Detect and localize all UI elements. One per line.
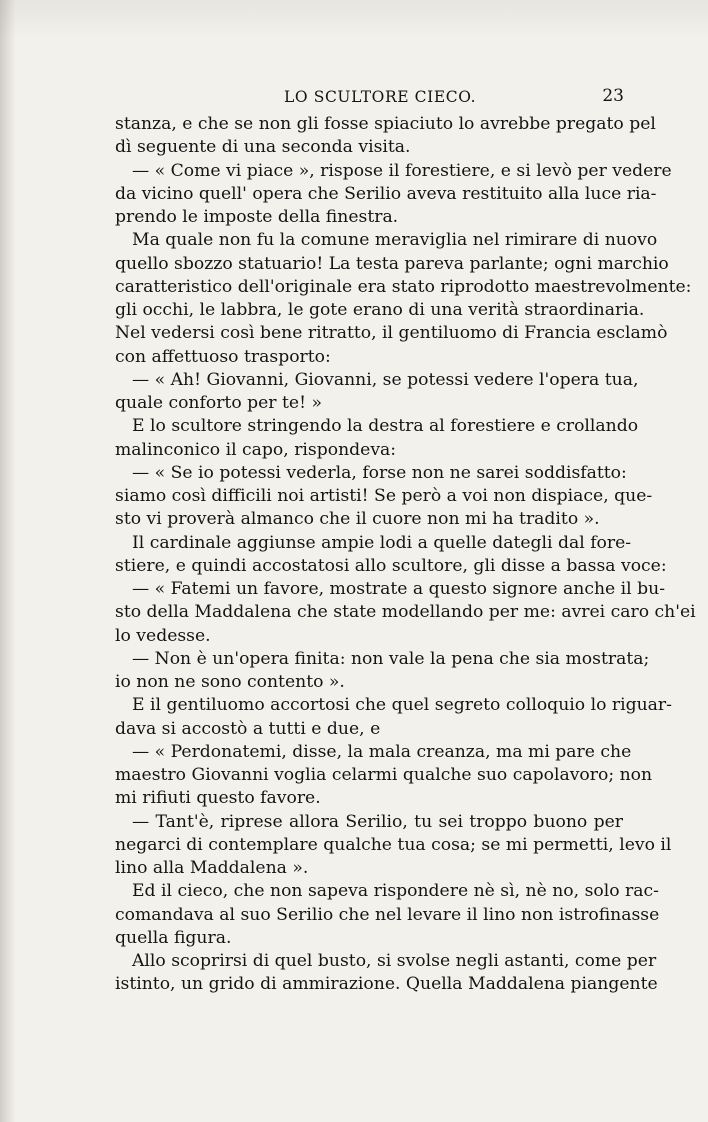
text-line: io non ne sono contento ».	[115, 672, 345, 692]
text-line: dava si accostò a tutti e due, e	[115, 718, 381, 739]
text-line: quale conforto per te! »	[115, 393, 322, 413]
text-line: quella figura.	[115, 927, 232, 948]
text-line: caratteristico dell'originale era stato riprodotto maestrevolmente:	[115, 276, 692, 297]
text-line: Allo scoprirsi di quel busto, si svolse negli astanti, come per	[132, 951, 657, 971]
text-line: — « Perdonatemi, disse, la mala creanza, ma mi pare che	[132, 741, 632, 762]
text-line: — Tant'è, riprese allora Serilio, tu sei troppo buono per	[132, 811, 623, 832]
text-line: E il gentiluomo accortosi che quel segreto colloquio lo riguar-	[132, 695, 672, 716]
text-line: lo vedesse.	[115, 625, 211, 646]
text-line: negarci di contemplare qualche tua cosa; se mi permetti, levo il	[115, 834, 672, 855]
text-line: Il cardinale aggiunse ampie lodi a quelle dategli dal fore-	[132, 532, 632, 553]
page-number: 23	[602, 86, 624, 106]
text-line: siamo così difficili noi artisti! Se però a voi non dispiace, que-	[115, 486, 653, 506]
text-line: con affettuoso trasporto:	[115, 346, 331, 367]
text-line: malinconico il capo, rispondeva:	[115, 439, 397, 460]
text-line: comandava al suo Serilio che nel levare il lino non istrofinasse	[115, 904, 660, 925]
body-text	[115, 113, 696, 997]
text-line: istinto, un grido di ammirazione. Quella Maddalena piangente	[115, 974, 658, 995]
text-line: — Non è un'opera finita: non vale la pena che sia mostrata;	[132, 648, 650, 669]
text-line: da vicino quell' opera che Serilio aveva restituito alla luce ria-	[115, 183, 657, 204]
text-line: — « Ah! Giovanni, Giovanni, se potessi vedere l'opera tua,	[132, 369, 639, 390]
text-line: mi rifiuti questo favore.	[115, 788, 321, 809]
text-line: — « Fatemi un favore, mostrate a questo signore anche il bu-	[132, 579, 665, 599]
text-line: Ma quale non fu la comune meraviglia nel rimirare di nuovo	[132, 230, 658, 251]
text-line: E lo scultore stringendo la destra al forestiere e crollando	[132, 416, 639, 437]
text-line: dì seguente di una seconda visita.	[115, 137, 411, 158]
text-line: sto della Maddalena che state modellando per me: avrei caro ch'ei	[115, 602, 696, 623]
text-line: stiere, e quindi accostatosi allo scultore, gli disse a bassa voce:	[115, 555, 667, 576]
text-line: Ed il cieco, che non sapeva rispondere nè sì, nè no, solo rac-	[132, 881, 659, 902]
text-line: Nel vedersi così bene ritratto, il gentiluomo di Francia esclamò	[115, 323, 668, 344]
text-line: maestro Giovanni voglia celarmi qualche suo capolavoro; non	[115, 765, 653, 785]
running-title: LO SCULTORE CIECO.	[284, 88, 477, 106]
text-line: sto vi proverà almanco che il cuore non mi ha tradito ».	[115, 509, 600, 530]
text-line: lino alla Maddalena ».	[115, 858, 309, 878]
binding-edge-shadow	[0, 0, 16, 1122]
paper-top-grain	[0, 0, 708, 40]
text-line: — « Come vi piace », rispose il forestiere, e si levò per vedere	[132, 160, 672, 181]
text-line: stanza, e che se non gli fosse spiaciuto lo avrebbe pregato pel	[115, 114, 656, 134]
page-header	[114, 86, 624, 114]
text-line: gli occhi, le labbra, le gote erano di una verità straordinaria.	[115, 300, 645, 320]
text-line: — « Se io potessi vederla, forse non ne sarei soddisfatto:	[132, 462, 627, 483]
text-line: prendo le imposte della finestra.	[115, 207, 399, 227]
text-line: quello sbozzo statuario! La testa pareva parlante; ogni marchio	[115, 253, 669, 274]
